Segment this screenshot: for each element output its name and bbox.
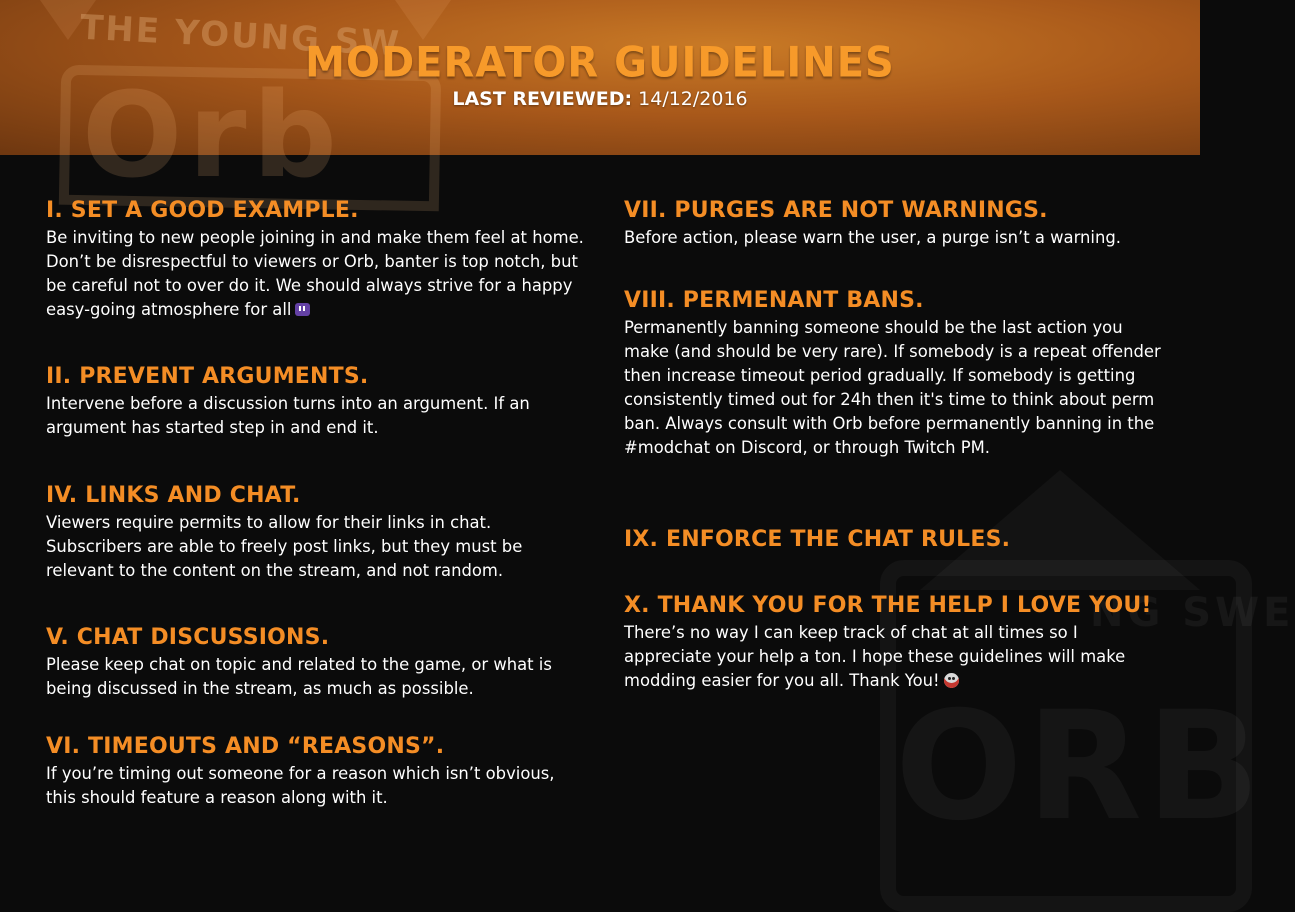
guideline-section-7 [624,198,1164,250]
header-banner [0,0,1200,204]
guideline-body: Please keep chat on topic and related to the game, or what is being discussed in the stream, as much as possible. [46,655,552,698]
guideline-heading: X. THANK YOU FOR THE HELP I LOVE YOU! [624,593,1152,618]
guideline-body: Permanently banning someone should be the last action you make (and should be very rare). If somebody is a repeat offender then increase timeout period gradually. If somebody is getting consistently timed out for 24h then it's time to think about perm ban. Always consult with Orb before permanently banning in the #modchat on Discord, or through Twitch PM. [624,318,1161,457]
guideline-section-1 [46,198,586,322]
body-watermark-text: NG SWE [1090,590,1295,636]
header-watermark-text: THE YOUNG SW [79,7,402,65]
guideline-section-10 [624,593,1164,693]
header-watermark-logo: Orb [82,66,343,204]
guideline-body: Intervene before a discussion turns into an argument. If an argument has started step in and end it. [46,394,530,437]
body-watermark-logo [895,680,1264,854]
orb-emote-icon [944,673,959,688]
last-reviewed [0,88,1200,110]
guideline-section-2 [46,364,586,440]
guideline-section-8 [624,288,1164,460]
guideline-heading: II. PREVENT ARGUMENTS. [46,364,369,389]
guideline-heading: V. CHAT DISCUSSIONS. [46,625,330,650]
guideline-body: If you’re timing out someone for a reason which isn’t obvious, this should feature a reason along with it. [46,764,555,807]
guideline-section-5 [46,625,586,701]
guideline-heading: IX. ENFORCE THE CHAT RULES. [624,527,1011,552]
guideline-body: Before action, please warn the user, a purge isn’t a warning. [624,228,1121,247]
guideline-heading: VIII. PERMENANT BANS. [624,288,924,313]
last-reviewed-label: LAST REVIEWED: [452,88,633,110]
guideline-heading: VII. PURGES ARE NOT WARNINGS. [624,198,1048,223]
guideline-heading: VI. TIMEOUTS AND “REASONS”. [46,734,445,759]
guideline-heading: I. SET A GOOD EXAMPLE. [46,198,359,223]
guideline-section-9 [624,527,1164,555]
guideline-section-4 [46,483,586,583]
guideline-body: Be inviting to new people joining in and make them feel at home. Don’t be disrespectful to viewers or Orb, banter is top notch, but be careful not to over do it. We should always strive for a happy easy-going atmosphere for all [46,228,584,319]
twitch-emote-icon [295,303,310,316]
guideline-body: There’s no way I can keep track of chat at all times so I appreciate your help a ton. I hope these guidelines will make modding easier for you all. Thank You! [624,623,1126,690]
crown-watermark-icon [395,0,451,40]
last-reviewed-date: 14/12/2016 [638,88,748,110]
guideline-section-6 [46,734,586,810]
guideline-body: Viewers require permits to allow for their links in chat. Subscribers are able to freely post links, but they must be relevant to the content on the stream, and not random. [46,513,523,580]
guideline-heading: IV. LINKS AND CHAT. [46,483,301,508]
page-title: MODERATOR GUIDELINES [305,38,895,88]
